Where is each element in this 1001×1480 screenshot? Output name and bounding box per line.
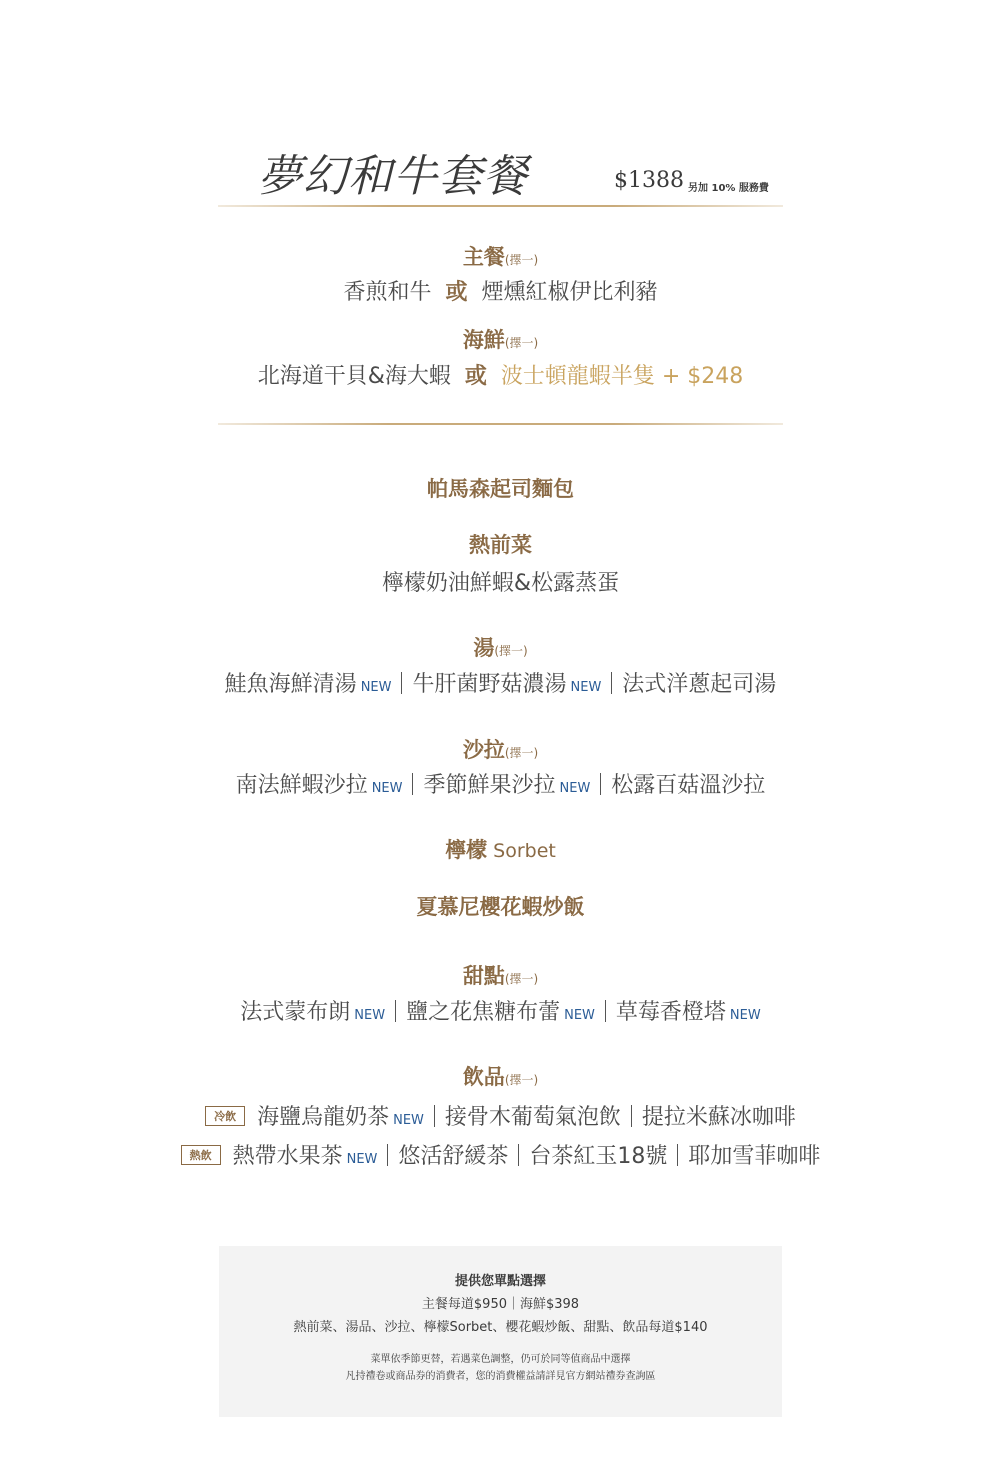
seafood-heading: 海鮮(擇一) (462, 328, 539, 352)
drink-item: 提拉米蘇冰咖啡 (641, 1105, 796, 1130)
soup-item: 牛肝菌野菇濃湯 (412, 672, 567, 697)
separator (677, 1144, 678, 1166)
drink-item: 台茶紅玉18號 (529, 1144, 668, 1169)
divider-top (218, 205, 783, 207)
salad-heading: 沙拉(擇一) (462, 738, 539, 762)
or-label: 或 (464, 364, 487, 389)
dessert-heading: 甜點(擇一) (462, 964, 539, 988)
new-badge: NEW (570, 680, 602, 695)
seafood-options (0, 359, 1001, 390)
separator (611, 672, 612, 694)
seasonal-note: 菜單依季節更替，若遇菜色調整，仍可於同等值商品中選擇 (370, 1354, 631, 1365)
service-charge-note: 另加 10% 服務費 (688, 183, 769, 194)
salad-item: 南法鮮蝦沙拉 (235, 773, 368, 798)
new-badge: NEW (371, 781, 403, 796)
menu-title: 夢幻和牛套餐 (258, 151, 528, 202)
new-badge: NEW (564, 1008, 595, 1023)
drink-item: 接骨木葡萄氣泡飲 (444, 1105, 621, 1130)
new-badge: NEW (559, 781, 591, 796)
voucher-note: 凡持禮卷或商品券的消費者，您的消費權益請詳見官方網站禮券查詢區 (345, 1371, 656, 1382)
cold-drink-tag: 冷飲 (205, 1106, 245, 1126)
drink-item: 熱帶水果茶 (232, 1144, 343, 1169)
separator (387, 1144, 388, 1166)
sorbet-heading: 檸檬 Sorbet (445, 838, 556, 862)
or-label: 或 (445, 280, 468, 305)
soup-item: 法式洋蔥起司湯 (622, 672, 777, 697)
main-course-options (0, 275, 1001, 306)
new-badge: NEW (729, 1008, 761, 1023)
main-option-1: 香煎和牛 (343, 280, 432, 305)
hot-appetizer-item: 檸檬奶油鮮蝦&松露蒸蛋 (381, 571, 620, 596)
hot-appetizer-heading: 熱前菜 (469, 533, 532, 557)
separator (631, 1105, 632, 1127)
dessert-options (0, 995, 1001, 1026)
soup-heading: 湯(擇一) (473, 636, 528, 660)
divider-middle (218, 423, 783, 425)
drink-item: 耶加雪菲咖啡 (688, 1144, 821, 1169)
drink-item: 海鹽烏龍奶茶 (257, 1105, 390, 1130)
a-la-carte-prices-other: 熱前菜、湯品、沙拉、檸檬Sorbet、櫻花蝦炒飯、甜點、飲品每道$140 (293, 1320, 708, 1335)
dessert-item: 法式蒙布朗 (240, 1000, 351, 1025)
soup-options (0, 667, 1001, 698)
drinks-heading: 飲品(擇一) (462, 1065, 539, 1089)
new-badge: NEW (354, 1008, 386, 1023)
separator (434, 1105, 435, 1127)
seafood-option-1: 北海道干貝&海大蝦 (257, 364, 451, 389)
hot-drink-tag: 熱飲 (181, 1145, 221, 1165)
soup-item: 鮭魚海鮮清湯 (224, 672, 357, 697)
separator (605, 1000, 606, 1022)
new-badge: NEW (360, 680, 392, 695)
main-option-2: 煙燻紅椒伊比利豬 (481, 280, 658, 305)
a-la-carte-info-box (219, 1246, 782, 1417)
dessert-item: 草莓香橙塔 (615, 1000, 726, 1025)
separator (600, 773, 601, 795)
separator (395, 1000, 396, 1022)
separator (412, 773, 413, 795)
bread-heading: 帕馬森起司麵包 (427, 477, 574, 501)
seafood-option-2: 波士頓龍蝦半隻 + $248 (500, 364, 744, 389)
new-badge: NEW (346, 1152, 378, 1167)
a-la-carte-prices-main: 主餐每道$950｜海鮮$398 (421, 1297, 580, 1312)
separator (401, 672, 402, 694)
set-price: $1388 (614, 168, 684, 193)
fried-rice-heading: 夏慕尼櫻花蝦炒飯 (416, 895, 585, 919)
salad-item: 松露百菇溫沙拉 (611, 773, 766, 798)
dessert-item: 鹽之花焦糖布蕾 (406, 1000, 561, 1025)
salad-item: 季節鮮果沙拉 (423, 773, 556, 798)
drink-item: 悠活舒緩茶 (398, 1144, 509, 1169)
a-la-carte-title: 提供您單點選擇 (454, 1274, 546, 1289)
salad-options (0, 768, 1001, 799)
main-course-heading: 主餐(擇一) (462, 245, 539, 269)
hot-drinks-row (0, 1139, 1001, 1170)
cold-drinks-row (0, 1100, 1001, 1131)
separator (518, 1144, 519, 1166)
new-badge: NEW (393, 1113, 424, 1128)
